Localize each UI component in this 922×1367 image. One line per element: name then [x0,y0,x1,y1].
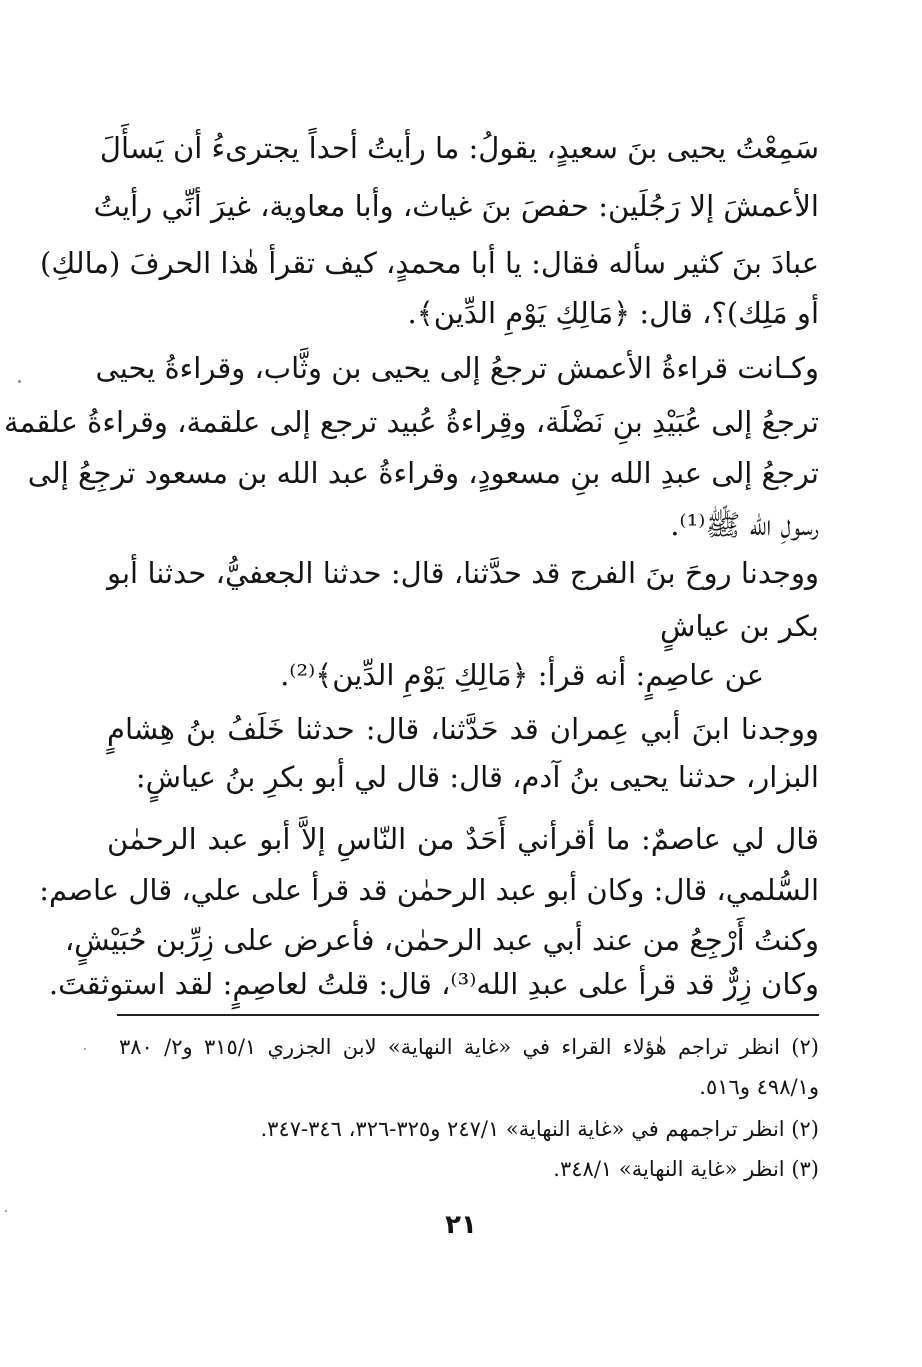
text-line: وكنتُ أَرْجِعُ من عند أبي عبد الرحمٰن، فأعرض على زِرِّبن حُبَيْشٍ، [64,923,819,957]
text-line: بكر بن عياشٍ [660,609,819,643]
text-line: ووجدنا روحَ بنَ الفرج قد حدَّثنا، قال: حدثنا الجعفيُّ، حدثنا أبو [107,556,819,590]
footnote: و٤٩٨/١ و٥١٦. [699,1075,819,1099]
text-line: رسولِ الله ﷺ⁽¹⁾. [670,508,819,542]
scan-speck [18,380,21,383]
text-line: عبادَ بنَ كثير سأله فقال: يا أبا محمدٍ، كيف تقرأ هٰذا الحرفَ (مالكِ) [40,246,819,280]
text-line: ترجعُ إلى عُبَيْدِ بنِ نَضْلَة، وقِراءةُ عُبيد ترجع إلى علقمة، وقراءةُ علقمة [4,405,819,439]
text-line: ووجدنا ابنَ أبي عِمران قد حَدَّثنا، قال: حدثنا خَلَفُ بنُ هِشامٍ [107,712,819,746]
text-line: أو مَلِك)؟، قال: ﴿مَالِكِ يَوْمِ الدِّين﴾. [407,296,819,330]
footnote: (٢) انظر تراجم هٰؤلاء القراء في «غاية النهاية» لابن الجزري ٣١٥/١ و٢/ ٣٨٠ [119,1035,819,1059]
footnote: (٢) انظر تراجمهم في «غاية النهاية» ٢٤٧/١ و٣٢٥-٣٢٦، ٣٤٦-٣٤٧. [260,1117,819,1141]
text-line: وكـانت قراءةُ الأعمش ترجعُ إلى يحيى بن وثَّاب، وقراءةُ يحيى [95,351,819,385]
scan-speck [5,1210,7,1212]
text-line: السُّلمي، قال: وكان أبو عبد الرحمٰن قد قرأ على علي، قال عاصم: [39,873,819,907]
scan-speck [84,1048,86,1050]
footnote-separator [117,1014,819,1016]
footnote: (٣) انظر «غاية النهاية» ٣٤٨/١. [553,1157,819,1181]
text-line: ترجعُ إلى عبدِ الله بنِ مسعودٍ، وقراءةُ عبد الله بن مسعود ترجِعُ إلى [27,456,819,490]
text-line: عن عاصِمٍ: أنه قرأ: ﴿مَالِكِ يَوْمِ الدِّين﴾⁽²⁾. [280,658,764,692]
text-line: قال لي عاصمٌ: ما أقرأني أَحَدٌ من النّاسِ إلاَّ أبو عبد الرحمٰن [107,822,819,856]
page-number: ٢١ [445,1210,477,1240]
text-line: وكان زِرٌّ قد قرأ على عبدِ الله⁽³⁾، قال: قلتُ لعاصِمٍ: لقد استوثقتَ. [48,967,819,1001]
text-line: الأعمشَ إلا رَجُلَين: حفصَ بنَ غياث، وأبا معاوية، غيرَ أنِّي رأيتُ [93,189,819,223]
text-line: سَمِعْتُ يحيى بنَ سعيدٍ، يقولُ: ما رأيتُ أحداً يجترىءُ أن يَسأَلَ [99,131,819,165]
text-line: البزار، حدثنا يحيى بنُ آدم، قال: قال لي أبو بكرِ بنُ عياشٍ: [135,760,819,794]
